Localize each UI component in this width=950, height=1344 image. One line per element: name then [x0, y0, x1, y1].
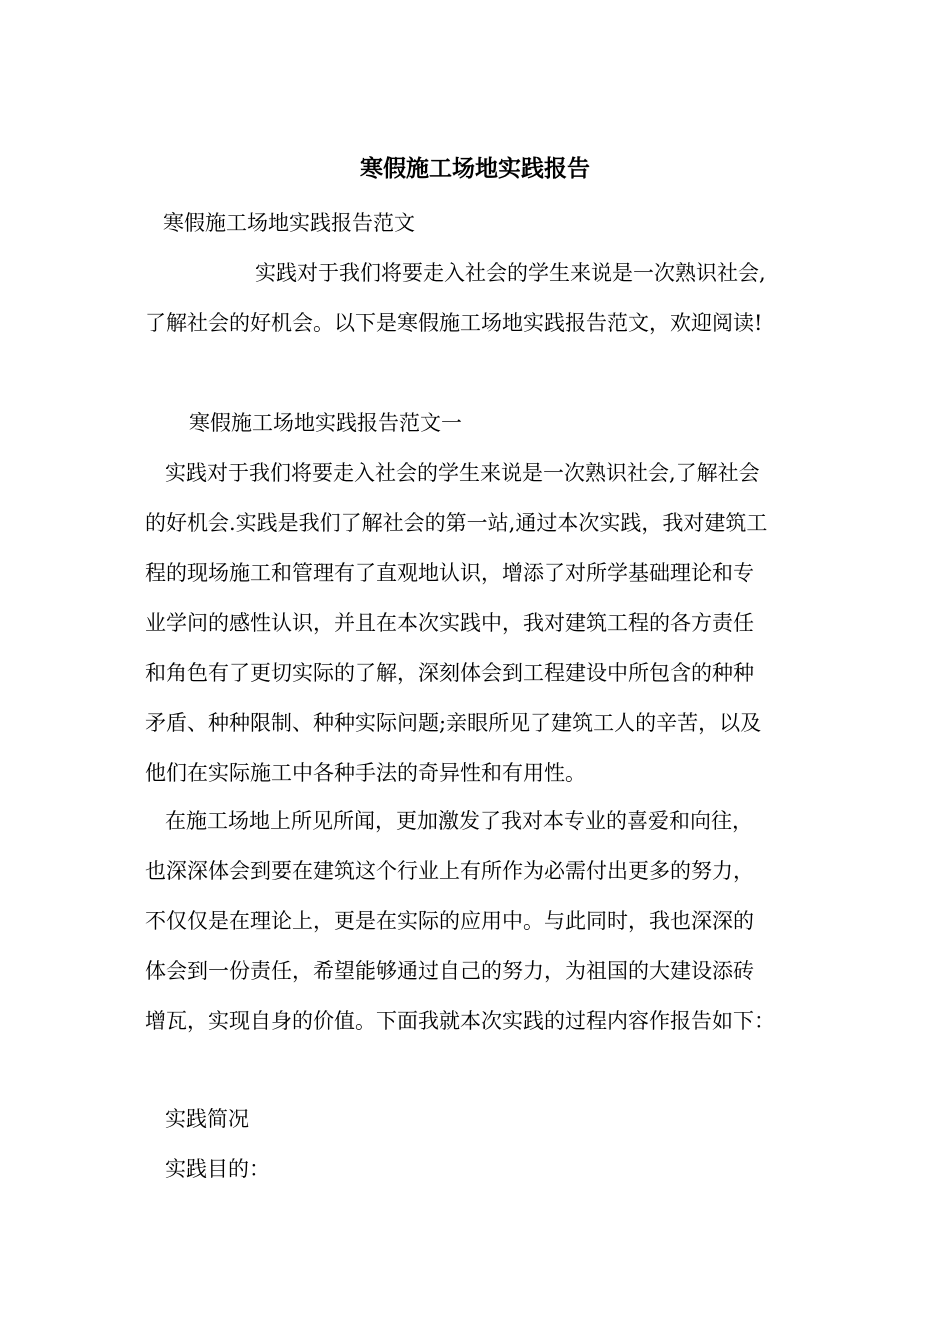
section-heading: 寒假施工场地实践报告范文一 [189, 411, 462, 435]
heading-purpose: 实践目的： [165, 1157, 270, 1181]
paragraph-line: 体会到一份责任，希望能够通过自己的努力，为祖国的大建设添砖 [145, 959, 754, 983]
paragraph-line: 矛盾、种种限制、种种实际问题;亲眼所见了建筑工人的辛苦，以及 [145, 711, 762, 735]
heading-overview: 实践简况 [165, 1107, 249, 1131]
paragraph-line: 的好机会.实践是我们了解社会的第一站,通过本次实践，我对建筑工 [145, 511, 768, 535]
paragraph-line: 他们在实际施工中各种手法的奇异性和有用性。 [145, 761, 586, 785]
paragraph-line: 业学问的感性认识，并且在本次实践中，我对建筑工程的各方责任 [145, 611, 754, 635]
document-title: 寒假施工场地实践报告 [360, 155, 590, 182]
intro-line: 了解社会的好机会。以下是寒假施工场地实践报告范文，欢迎阅读! [145, 311, 763, 335]
paragraph-line: 也深深体会到要在建筑这个行业上有所作为必需付出更多的努力， [145, 859, 754, 883]
paragraph-line: 不仅仅是在理论上，更是在实际的应用中。与此同时，我也深深的 [145, 909, 754, 933]
paragraph-line: 增瓦，实现自身的价值。下面我就本次实践的过程内容作报告如下： [145, 1009, 775, 1033]
paragraph-line: 和角色有了更切实际的了解，深刻体会到工程建设中所包含的种种 [145, 661, 754, 685]
intro-line: 实践对于我们将要走入社会的学生来说是一次熟识社会, [255, 261, 766, 285]
paragraph-line: 在施工场地上所见所闻，更加激发了我对本专业的喜爱和向往， [165, 809, 753, 833]
paragraph-line: 程的现场施工和管理有了直观地认识，增添了对所学基础理论和专 [145, 561, 754, 585]
paragraph-line: 实践对于我们将要走入社会的学生来说是一次熟识社会,了解社会 [165, 461, 760, 485]
subtitle: 寒假施工场地实践报告范文 [163, 211, 415, 235]
